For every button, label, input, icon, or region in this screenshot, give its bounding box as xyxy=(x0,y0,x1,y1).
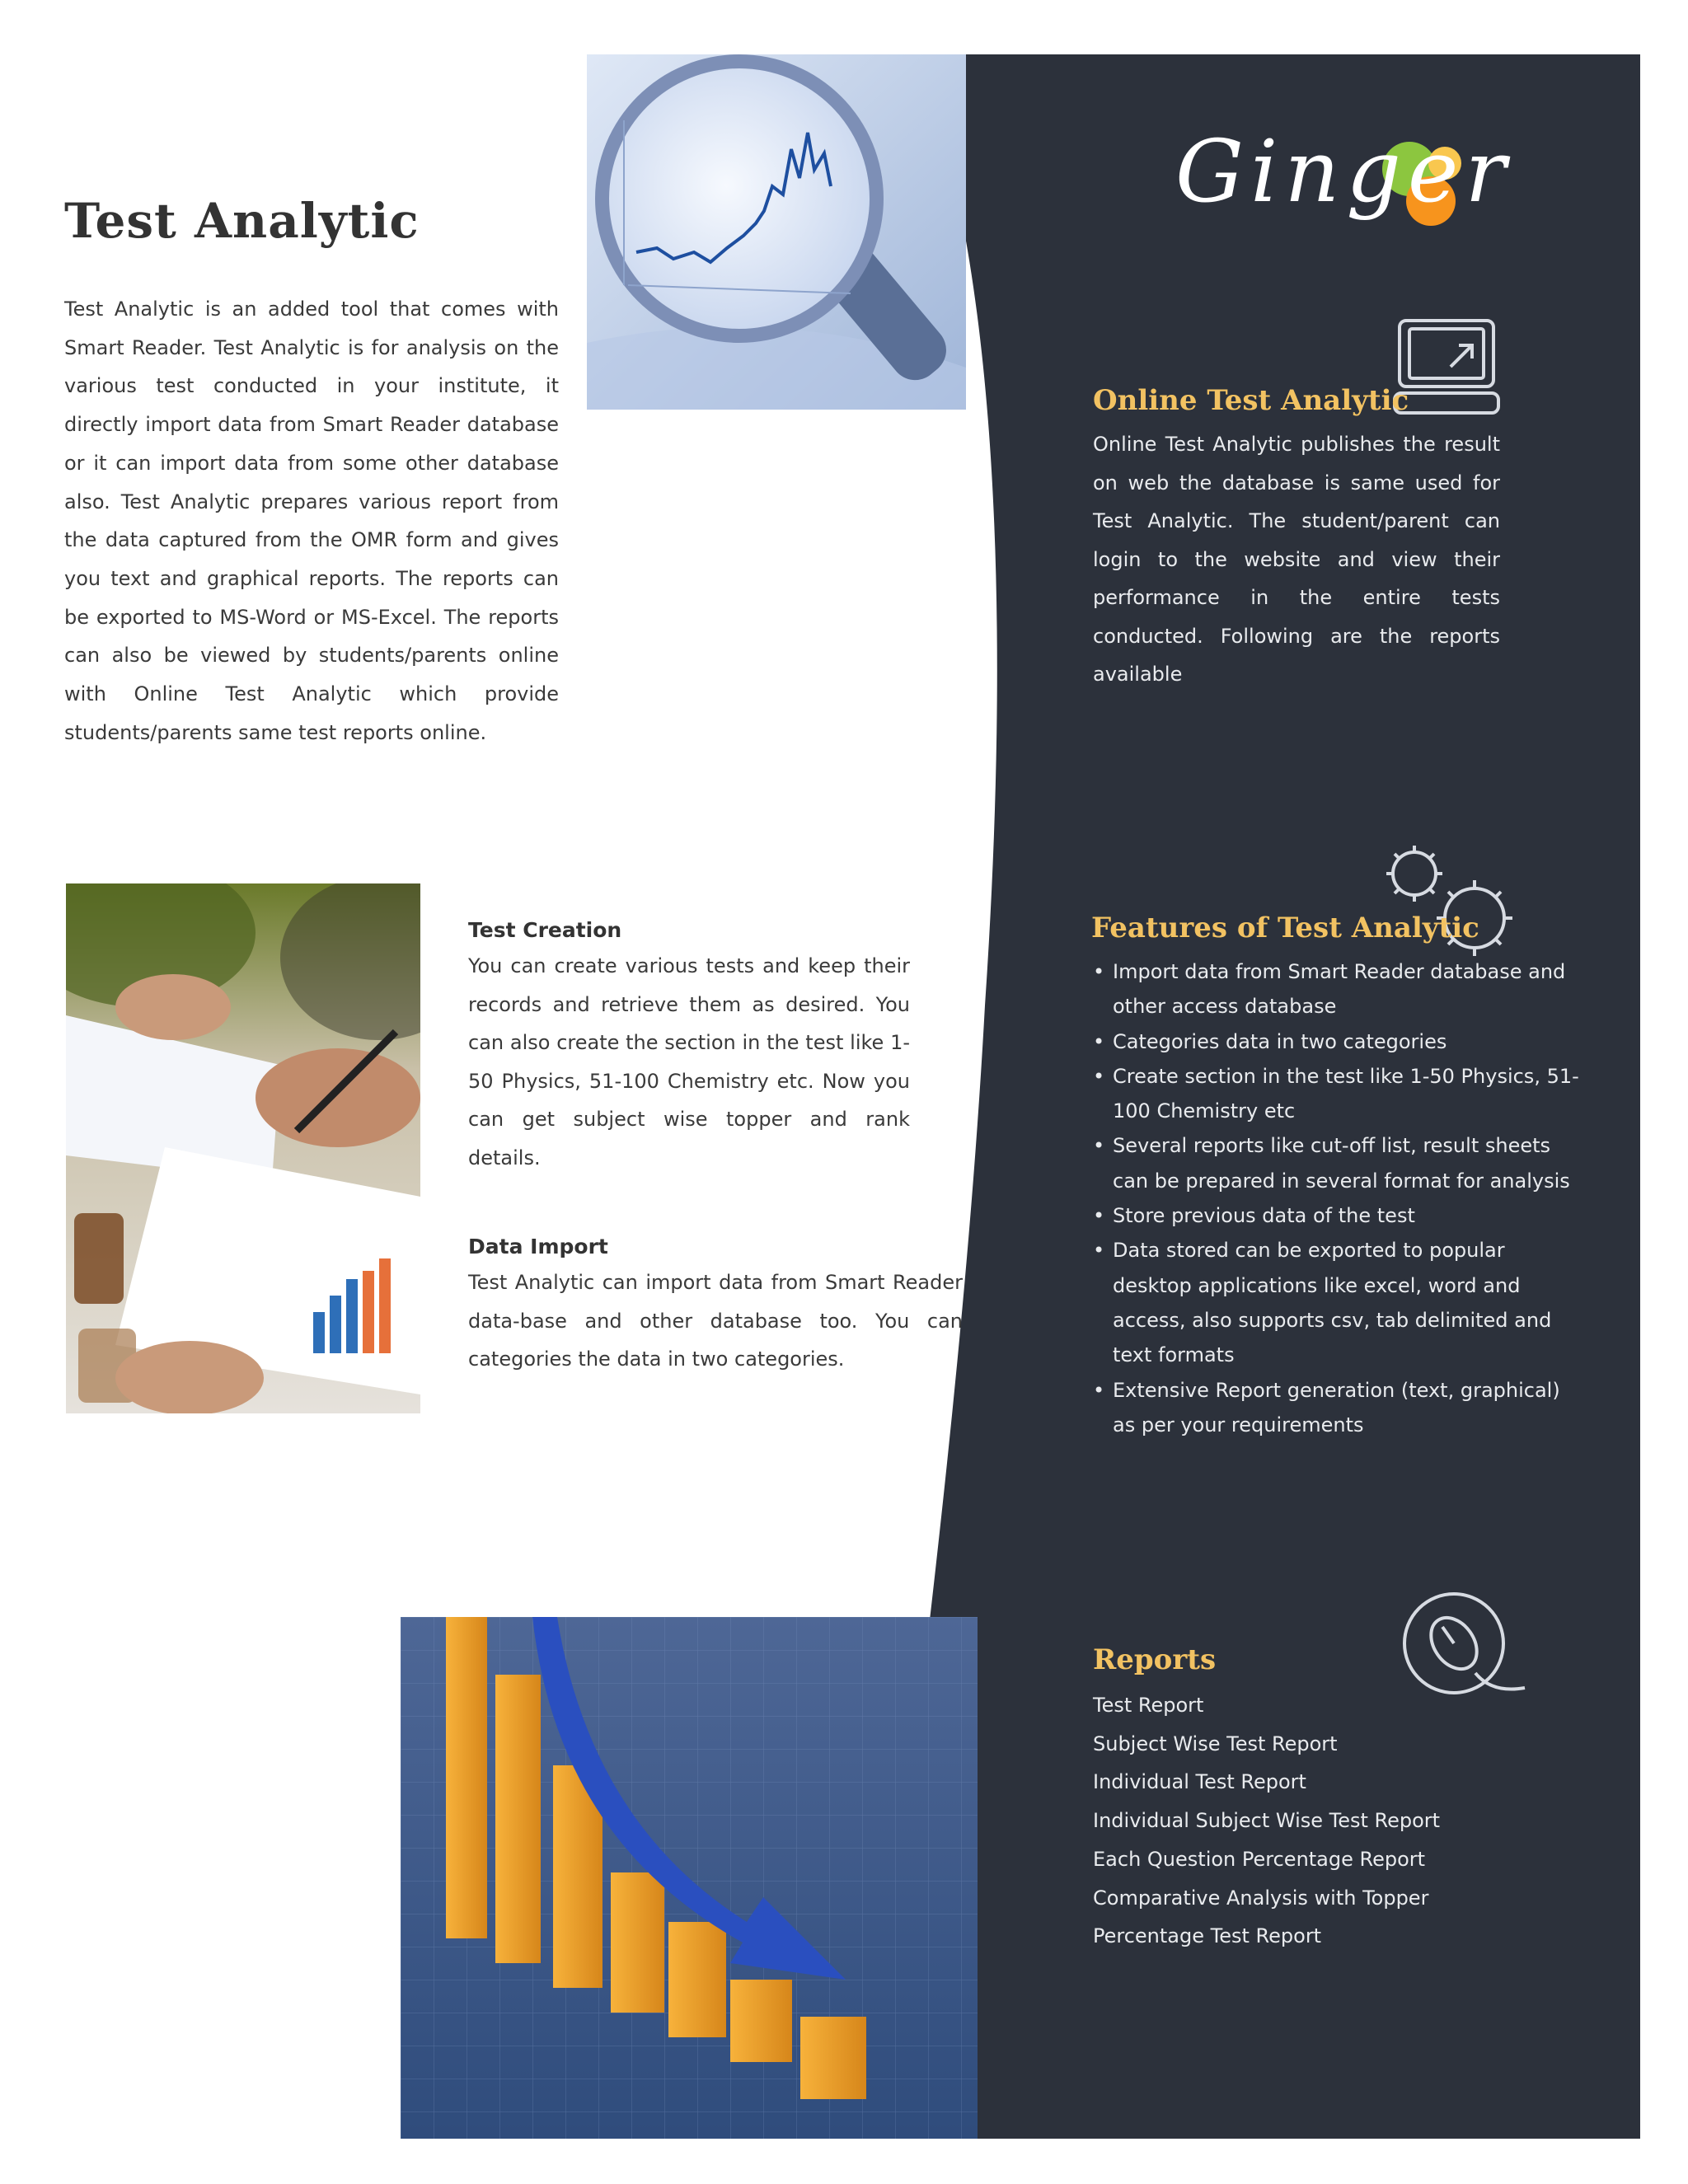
feature-item: • Create section in the test like 1-50 Physics, 51-100 Chemistry etc xyxy=(1093,1059,1579,1129)
report-item: Percentage Test Report xyxy=(1093,1924,1322,1948)
feature-item: • Import data from Smart Reader database and other access database xyxy=(1093,954,1579,1024)
gears-icon xyxy=(1381,841,1522,968)
feature-item: • Categories data in two categories xyxy=(1093,1024,1579,1059)
ginger-logo xyxy=(1170,121,1517,247)
test-creation-heading: Test Creation xyxy=(468,918,622,942)
report-item: Comparative Analysis with Topper xyxy=(1093,1886,1429,1910)
test-creation-body: You can create various tests and keep their records and retrieve them as desired. You can also create the section in the test like 1-50 Physics, 51-100 Chemistry etc. Now you can get subject wise topper and rank details. xyxy=(468,954,910,1169)
data-import-section xyxy=(468,1235,963,1379)
declining-bars-photo xyxy=(401,1617,978,2139)
feature-item: • Extensive Report generation (text, graphical) as per your requirements xyxy=(1093,1373,1579,1443)
report-item: Subject Wise Test Report xyxy=(1093,1732,1338,1755)
features-list xyxy=(1093,954,1579,1442)
feature-item: • Data stored can be exported to popular desktop applications like excel, word and access, also supports csv, tab delimited and text formats xyxy=(1093,1233,1579,1372)
documents-photo xyxy=(66,883,420,1413)
online-analytic-body: Online Test Analytic publishes the result on web the database is same used for Test Analytic. The student/parent can login to the website and view their performance in the entire tests conducted. Following are the reports available xyxy=(1093,433,1500,686)
reports-heading: Reports xyxy=(1093,1643,1217,1676)
report-item: Test Report xyxy=(1093,1694,1204,1717)
feature-item: • Store previous data of the test xyxy=(1093,1198,1579,1233)
magnifier-photo xyxy=(587,54,966,410)
intro-paragraph: Test Analytic is an added tool that comes with Smart Reader. Test Analytic is for analysis on the various test conducted in your institute, it directly import data from Smart Reader database or it can import data from some other database also. Test Analytic prepares various report from the data captured from the OMR form and gives you text and graphical reports. The reports can be exported to MS-Word or MS-Excel. The reports can also be viewed by students/parents online with Online Test Analytic which provide students/parents same test reports online. xyxy=(64,298,559,744)
features-heading: Features of Test Analytic xyxy=(1091,912,1479,944)
test-creation-section xyxy=(468,918,910,1177)
online-analytic-heading: Online Test Analytic xyxy=(1093,384,1409,417)
laptop-icon xyxy=(1393,317,1500,419)
data-import-body: Test Analytic can import data from Smart Reader data-base and other database too. You can categories the data in two categories. xyxy=(468,1271,963,1371)
logo-text: Ginger xyxy=(1175,121,1513,222)
report-item: Individual Subject Wise Test Report xyxy=(1093,1809,1441,1833)
data-import-heading: Data Import xyxy=(468,1235,608,1258)
report-item: Individual Test Report xyxy=(1093,1770,1306,1794)
feature-item: • Several reports like cut-off list, result sheets can be prepared in several format for analysis xyxy=(1093,1128,1579,1198)
page-title: Test Analytic xyxy=(64,193,420,249)
report-item: Each Question Percentage Report xyxy=(1093,1847,1426,1871)
reports-list xyxy=(1093,1686,1554,1956)
